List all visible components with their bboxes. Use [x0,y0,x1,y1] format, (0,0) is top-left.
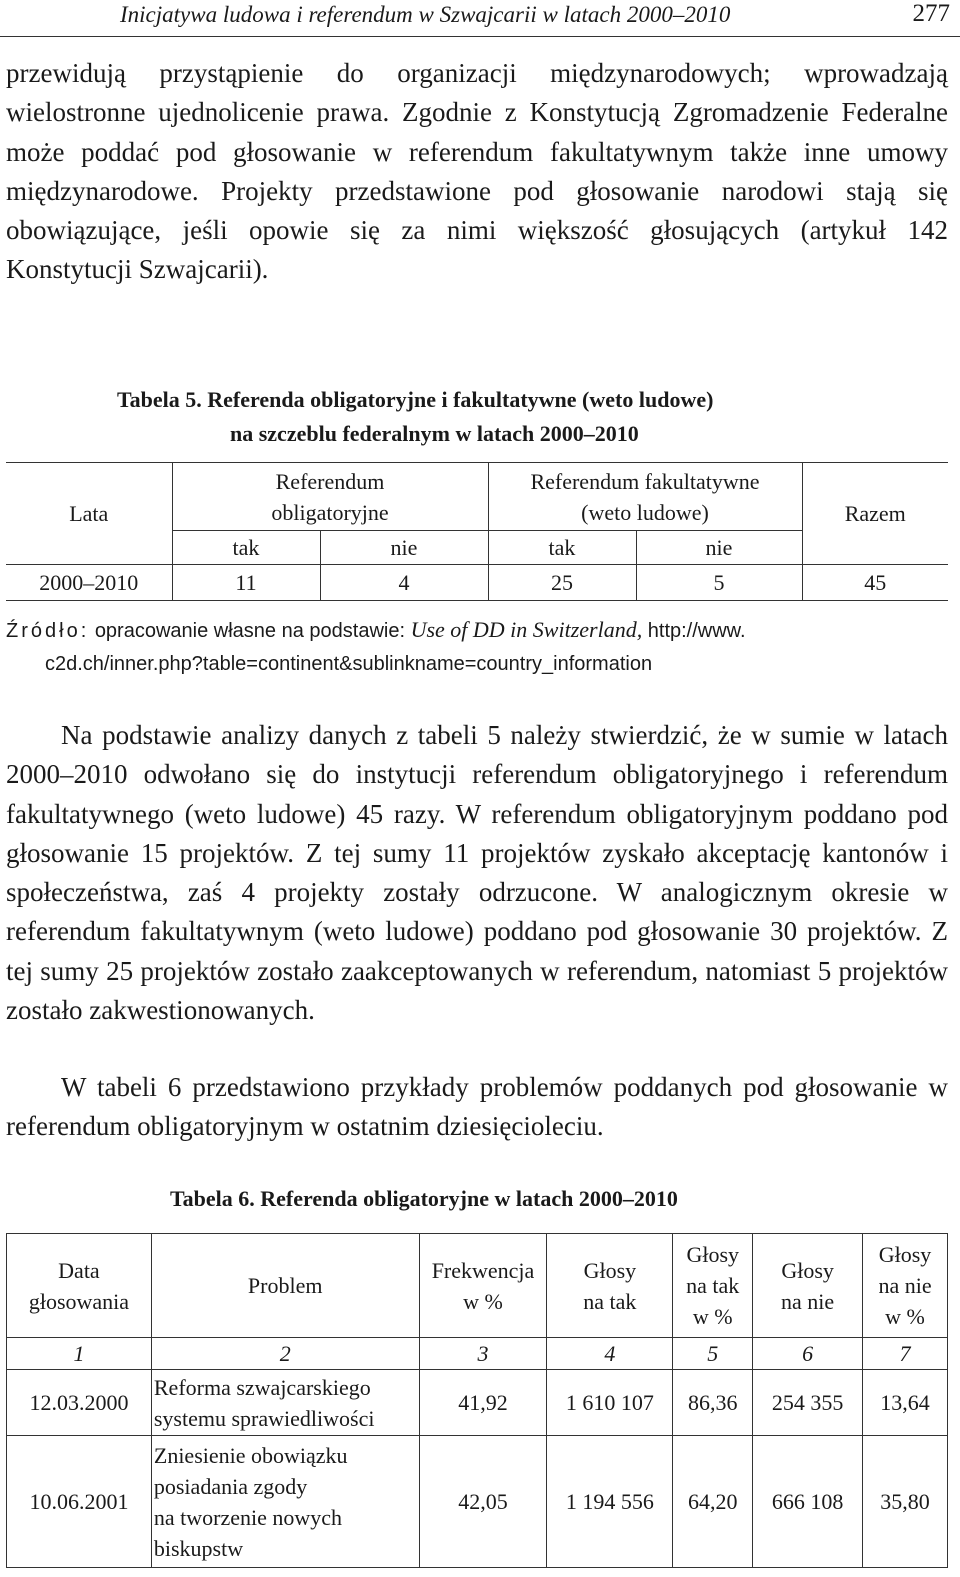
column-number: 3 [419,1338,547,1370]
col-yes-pct: Głosy na tak w % [673,1234,753,1338]
cell-turnout: 41,92 [419,1370,547,1436]
cell-no-pct: 35,80 [863,1436,948,1568]
running-title: Inicjatywa ludowa i referendum w Szwajcarii w latach 2000–2010 [120,2,731,27]
running-header [0,0,960,37]
column-number: 1 [7,1338,152,1370]
sub-nie: nie [320,531,488,565]
cell-date: 10.06.2001 [7,1436,152,1568]
paragraph-table6-intro: W tabeli 6 przedstawiono przykłady problemów poddanych pod głosowanie w referendum obligatoryjnym w ostatnim dziesięcioleciu. [6,1072,948,1142]
cell-fak-tak: 25 [488,565,636,601]
col-lata: Lata [6,463,172,565]
cell-yes: 1 610 107 [547,1370,673,1436]
column-number: 6 [753,1338,863,1370]
cell-obl-nie: 4 [320,565,488,601]
source-lead: Źródło: [6,620,90,642]
table5-caption-line1: Tabela 5. Referenda obligatoryjne i fakultatywne (weto ludowe) [117,387,714,412]
column-number: 7 [863,1338,948,1370]
col-problem: Problem [151,1234,419,1338]
cell-date: 12.03.2000 [7,1370,152,1436]
table6-caption: Tabela 6. Referenda obligatoryjne w latach 2000–2010 [170,1186,678,1211]
table-5 [6,462,948,601]
table-row [7,1436,948,1568]
table5-caption-line2: na szczeblu federalnym w latach 2000–2010 [230,421,639,446]
col-no: Głosy na nie [753,1234,863,1338]
table-row [7,1370,948,1436]
source-url-part1: http://www. [647,620,746,642]
page-number: 277 [912,0,950,27]
cell-razem: 45 [802,565,948,601]
cell-no: 254 355 [753,1370,863,1436]
col-yes: Głosy na tak [547,1234,673,1338]
sub-nie: nie [636,531,802,565]
cell-problem: Zniesienie obowiązku posiadania zgody na tworzenie nowych biskupstw [151,1436,419,1568]
cell-yes-pct: 64,20 [673,1436,753,1568]
source-title: Use of DD in Switzerland, [410,617,643,642]
cell-fak-nie: 5 [636,565,802,601]
cell-no: 666 108 [753,1436,863,1568]
cell-obl-tak: 11 [172,565,320,601]
column-numbers-row [7,1338,948,1370]
table5-source [6,613,951,681]
column-number: 5 [673,1338,753,1370]
sub-tak: tak [172,531,320,565]
cell-turnout: 42,05 [419,1436,547,1568]
paragraph-analysis: Na podstawie analizy danych z tabeli 5 należy stwierdzić, że w sumie w latach 2000–2010 odwołano się do instytucji referendum obligatoryjnego i referendum fakultatywnego (weto ludowe) 45 razy. W referendum obligatoryjnym poddano pod głosowanie 15 projektów. Z tej sumy 11 projektów zyskało akceptację kantonów i społeczeństwa, zaś 4 projekty zostały odrzucone. W analogicznym okresie w referendum fakultatywnym (weto ludowe) poddano pod głosowanie 30 projektów. Z tej sumy 25 projektów zostało zaakceptowanych w referendum, natomiast 5 projektów zostało zakwestionowanych. [6,720,948,1026]
col-fakultatywne: Referendum fakultatywne (weto ludowe) [488,463,802,531]
col-no-pct: Głosy na nie w % [863,1234,948,1338]
cell-problem: Reforma szwajcarskiego systemu sprawiedliwości [151,1370,419,1436]
table-row [6,565,948,601]
source-text: opracowanie własne na podstawie: [94,620,406,642]
col-date: Data głosowania [7,1234,152,1338]
cell-years: 2000–2010 [6,565,172,601]
column-number: 4 [547,1338,673,1370]
cell-yes: 1 194 556 [547,1436,673,1568]
col-razem: Razem [802,463,948,565]
sub-tak: tak [488,531,636,565]
cell-no-pct: 13,64 [863,1370,948,1436]
source-url-part2: c2d.ch/inner.php?table=continent&sublinkname=country_information [45,653,653,675]
col-obligatoryjne: Referendum obligatoryjne [172,463,488,531]
cell-yes-pct: 86,36 [673,1370,753,1436]
col-turnout: Frekwencja w % [419,1234,547,1338]
table-6 [6,1233,948,1568]
column-number: 2 [151,1338,419,1370]
paragraph-intro: przewidują przystąpienie do organizacji międzynarodowych; wprowadzają wielostronne ujednolicenie prawa. Zgodnie z Konstytucją Zgromadzenie Federalne może poddać pod głosowanie w referendum fakultatywnym także inne umowy międzynarodowe. Projekty przedstawione pod głosowanie narodowi stają się obowiązujące, jeśli opowie się za nimi większość głosujących (artykuł 142 Konstytucji Szwajcarii). [6,58,948,285]
